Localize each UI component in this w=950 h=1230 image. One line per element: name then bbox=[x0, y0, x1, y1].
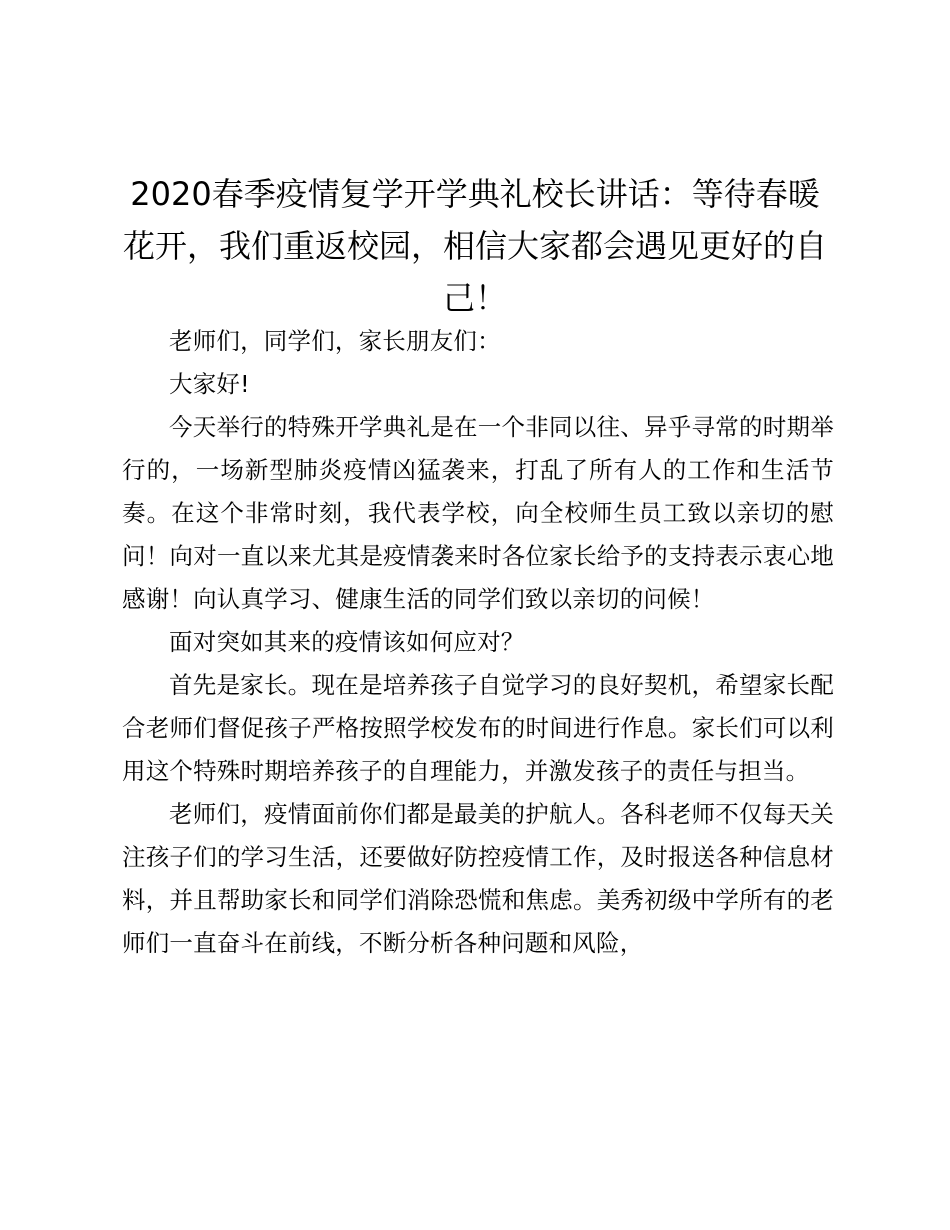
paragraph: 今天举行的特殊开学典礼是在一个非同以往、异乎寻常的时期举行的，一场新型肺炎疫情凶猛袭来，打乱了所有人的工作和生活节奏。在这个非常时刻，我代表学校，向全校师生员工致以亲切的慰问！向对一直以来尤其是疫情袭来时各位家长给予的支持表示衷心地感谢！向认真学习、健康生活的同学们致以亲切的问候！ bbox=[122, 413, 834, 613]
document-body bbox=[122, 320, 834, 965]
paragraph: 老师们，疫情面前你们都是最美的护航人。各科老师不仅每天关注孩子们的学习生活，还要做好防控疫情工作，及时报送各种信息材料，并且帮助家长和同学们消除恐慌和焦虑。美秀初级中学所有的老师们一直奋斗在前线，不断分析各种问题和风险， bbox=[122, 800, 834, 957]
greeting: 大家好! bbox=[169, 370, 250, 398]
salutation: 老师们，同学们，家长朋友们： bbox=[169, 327, 501, 355]
paragraph: 面对突如其来的疫情该如何应对？ bbox=[169, 628, 525, 656]
paragraph: 首先是家长。现在是培养孩子自觉学习的良好契机，希望家长配合老师们督促孩子严格按照学校发布的时间进行作息。家长们可以利用这个特殊时期培养孩子的自理能力，并激发孩子的责任与担当。 bbox=[122, 671, 834, 785]
document-title: 2020春季疫情复学开学典礼校长讲话：等待春暖花开，我们重返校园，相信大家都会遇见更好的自己！ bbox=[122, 175, 827, 317]
